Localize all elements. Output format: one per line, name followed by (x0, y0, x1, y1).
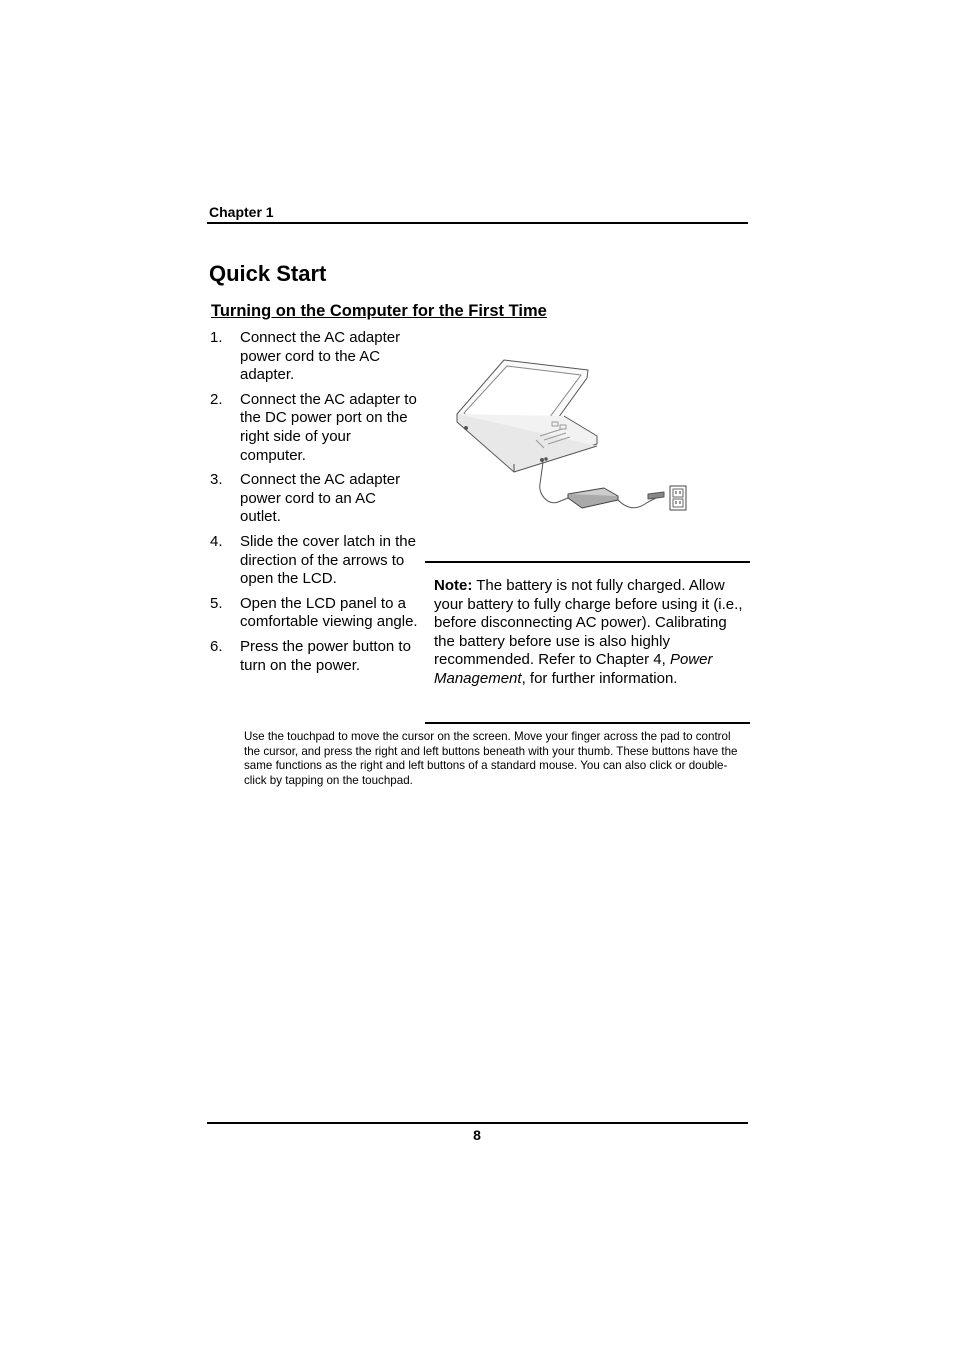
step-item (210, 471, 420, 527)
step-number: 2. (210, 390, 223, 408)
step-number: 3. (210, 471, 223, 489)
note-top-rule (425, 561, 750, 563)
note-text-after: , for further information. (521, 669, 678, 687)
step-text: Connect the AC adapter power cord to an AC outlet. (240, 471, 401, 526)
step-text: Connect the AC adapter power cord to the AC adapter. (240, 329, 401, 384)
step-item (210, 638, 420, 675)
header-rule (207, 222, 748, 224)
note-text-before: The battery is not fully charged. Allow your battery to fully charge before using it (i.e., before disconnecting AC power). Calibrating the battery before use is also highly recommended. Refer to Chapter 4, (434, 577, 743, 669)
section-heading: Turning on the Computer for the First Time (211, 302, 547, 320)
note-bottom-rule (425, 722, 750, 724)
note-emphasis: Power Management (434, 651, 713, 687)
chapter-label: Chapter 1 (209, 204, 274, 220)
touchpad-paragraph: Use the touchpad to move the cursor on the screen. Move your finger across the pad to control the cursor, and press the right and left buttons beneath with your thumb. These buttons have the same functions as the right and left buttons of a standard mouse. You can also click or double-click by tapping on the touchpad. (244, 730, 738, 787)
step-number: 5. (210, 594, 223, 612)
step-item (210, 533, 420, 589)
footer-rule (207, 1122, 748, 1124)
step-text: Open the LCD panel to a comfortable viewing angle. (240, 594, 418, 631)
step-item (210, 329, 420, 385)
page-number: 8 (473, 1127, 481, 1143)
note-box (434, 577, 744, 689)
laptop-adapter-illustration (452, 356, 692, 516)
note-label: Note: (434, 577, 473, 594)
step-item (210, 391, 420, 465)
steps-list (210, 329, 420, 681)
step-text: Connect the AC adapter to the DC power port on the right side of your computer. (240, 390, 417, 464)
page-title: Quick Start (209, 261, 327, 286)
step-number: 1. (210, 329, 223, 346)
step-text: Slide the cover latch in the direction of the arrows to open the LCD. (240, 532, 416, 588)
step-number: 6. (210, 637, 223, 655)
step-item (210, 595, 420, 632)
step-text: Press the power button to turn on the power. (240, 637, 411, 674)
step-number: 4. (210, 532, 223, 550)
